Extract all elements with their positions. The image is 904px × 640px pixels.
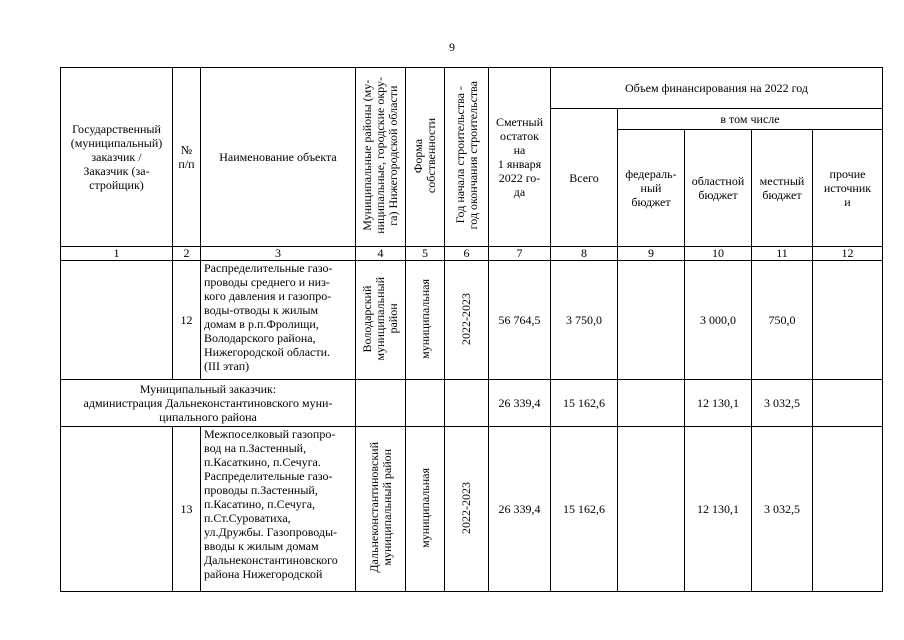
district-cell — [356, 427, 406, 592]
empty-cell — [406, 380, 445, 427]
ownership-type: муниципальная — [417, 278, 432, 359]
header-total: Всего — [551, 109, 618, 247]
column-number: 9 — [618, 247, 685, 261]
other-value — [813, 261, 883, 380]
total-value: 15 162,6 — [551, 427, 618, 592]
remaining-value: 56 764,5 — [489, 261, 551, 380]
column-number-row — [61, 247, 883, 261]
column-number: 11 — [752, 247, 813, 261]
district-name: Володарский муниципальный район — [360, 276, 400, 361]
local-value: 3 032,5 — [752, 427, 813, 592]
other-value — [813, 380, 883, 427]
remaining-value: 26 339,4 — [489, 380, 551, 427]
header-years: Год начала строительства - год окончания строительства — [452, 81, 480, 230]
header-local: местный бюджет — [752, 130, 813, 247]
district-name: Дальнеконстантиновский муниципальный район — [366, 442, 394, 573]
object-name: Межпоселковый газопро- вод на п.Застенный, п.Касаткино, п.Сечуга. Распределительные газо- проводы п.Застенный, п.Касатино, п.Сечуга, п.Ст.Суроватиха, ул.Дружбы. Газопроводы- вводы к жилым домам Дальнеконстантиновского района Нижегородской — [201, 427, 356, 592]
customer-subtotal-row — [61, 380, 883, 427]
header-regional: областной бюджет — [685, 130, 752, 247]
header-funding: Объем финансирования на 2022 год — [551, 68, 883, 109]
ownership-cell — [406, 427, 445, 592]
header-row-no: № п/п — [173, 68, 201, 247]
empty-cell — [445, 380, 489, 427]
column-number: 10 — [685, 247, 752, 261]
table-row — [61, 427, 883, 592]
regional-value: 3 000,0 — [685, 261, 752, 380]
header-other: прочие источник и — [813, 130, 883, 247]
header-customer: Государственный (муниципальный) заказчик / Заказчик (за- стройщик) — [61, 68, 173, 247]
local-value: 3 032,5 — [752, 380, 813, 427]
column-number: 12 — [813, 247, 883, 261]
regional-value: 12 130,1 — [685, 427, 752, 592]
regional-value: 12 130,1 — [685, 380, 752, 427]
total-value: 15 162,6 — [551, 380, 618, 427]
municipal-customer-label: Муниципальный заказчик: администрация Дальнеконстантиновского муни- ципального района — [61, 380, 356, 427]
empty-cell — [356, 380, 406, 427]
header-districts: Муниципальные районы (му- ниципальные, городские окру- га) Нижегородской области — [360, 77, 400, 234]
column-number: 3 — [201, 247, 356, 261]
construction-years: 2022-2023 — [459, 292, 473, 345]
ownership-cell — [406, 261, 445, 380]
header-years-cell — [445, 68, 489, 247]
column-number: 4 — [356, 247, 406, 261]
federal-value — [618, 261, 685, 380]
column-number: 2 — [173, 247, 201, 261]
header-row-1 — [61, 68, 883, 109]
header-ownership: Форма собственности — [411, 117, 438, 194]
other-value — [813, 427, 883, 592]
local-value: 750,0 — [752, 261, 813, 380]
header-districts-cell — [356, 68, 406, 247]
column-number: 5 — [406, 247, 445, 261]
row-number: 12 — [173, 261, 201, 380]
remaining-value: 26 339,4 — [489, 427, 551, 592]
district-cell — [356, 261, 406, 380]
column-number: 1 — [61, 247, 173, 261]
object-name: Распределительные газо- проводы среднего и низ- кого давления и газопро- воды-отводы к жилым домам в р.п.Фролищи, Володарского района, Нижегородской области. (III этап) — [201, 261, 356, 380]
header-object-name: Наименование объекта — [201, 68, 356, 247]
ownership-type: муниципальная — [417, 467, 432, 548]
header-including: в том числе — [618, 109, 883, 130]
row-number: 13 — [173, 427, 201, 592]
page-number: 9 — [449, 40, 455, 54]
construction-years: 2022-2023 — [459, 481, 473, 534]
federal-value — [618, 427, 685, 592]
federal-value — [618, 380, 685, 427]
header-federal: федераль- ный бюджет — [618, 130, 685, 247]
years-cell — [445, 427, 489, 592]
header-ownership-cell — [406, 68, 445, 247]
customer-cell — [61, 427, 173, 592]
column-number: 8 — [551, 247, 618, 261]
total-value: 3 750,0 — [551, 261, 618, 380]
column-number: 7 — [489, 247, 551, 261]
header-remaining: Сметный остаток на 1 января 2022 го- да — [489, 68, 551, 247]
table-row — [61, 261, 883, 380]
financing-table — [60, 67, 883, 592]
column-number: 6 — [445, 247, 489, 261]
years-cell — [445, 261, 489, 380]
customer-cell — [61, 261, 173, 380]
